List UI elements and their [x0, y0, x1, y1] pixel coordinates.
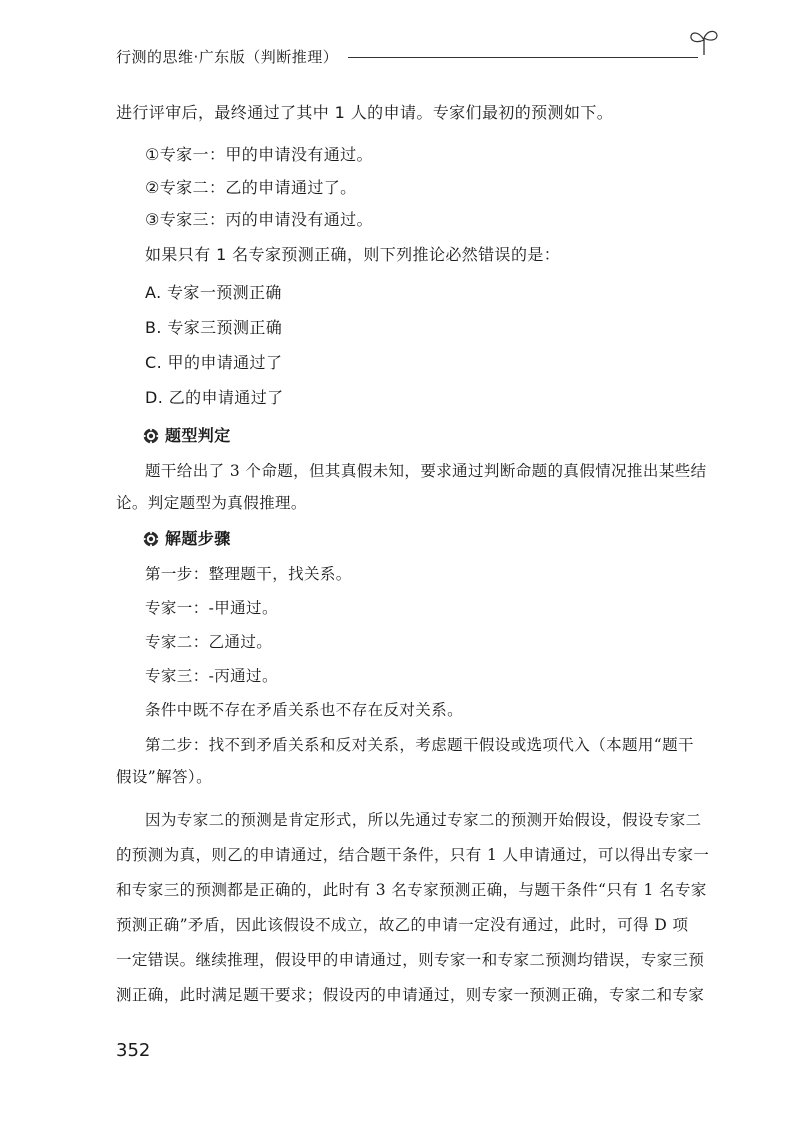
step-1: 第一步：整理题干，找关系。: [145, 565, 352, 583]
relation-note: 条件中既不存在矛盾关系也不存在反对关系。: [145, 701, 464, 719]
step-2-line-1: 第二步：找不到矛盾关系和反对关系，考虑题干假设或选项代入（本题用“题干: [145, 736, 694, 754]
step-2-line-2: 假设”解答）。: [116, 768, 212, 786]
sprout-icon: [688, 26, 720, 56]
type-line-1: 题干给出了 3 个命题，但其真假未知，要求通过判断命题的真假情况推出某些结: [145, 462, 707, 480]
analysis-line-1: 因为专家二的预测是肯定形式，所以先通过专家二的预测开始假设，假设专家二: [145, 811, 702, 829]
header-rule: [348, 57, 698, 58]
running-header: [116, 40, 716, 70]
option-c: C. 甲的申请通过了: [145, 353, 283, 372]
page-number: 352: [116, 1040, 151, 1061]
analysis-line-5: 一定错误。继续推理，假设甲的申请通过，则专家一和专家二预测均错误，专家三预: [116, 951, 705, 969]
heading-solution-steps-label: 解题步骤: [165, 529, 231, 548]
header-title: 行测的思维·广东版（判断推理）: [116, 48, 339, 66]
heading-solution-steps: [143, 529, 231, 549]
prediction-1: ①专家一：甲的申请没有通过。: [145, 145, 373, 164]
type-line-2: 论。判定题型为真假推理。: [116, 494, 307, 512]
flower-bullet-icon: [143, 428, 159, 444]
prediction-2: ②专家二：乙的申请通过了。: [145, 178, 357, 197]
flower-bullet-icon: [143, 531, 159, 547]
relation-2: 专家二：乙通过。: [145, 633, 273, 651]
option-b: B. 专家三预测正确: [145, 318, 283, 337]
question-stem: 如果只有 1 名专家预测正确，则下列推论必然错误的是：: [145, 245, 561, 264]
question-intro: 进行评审后，最终通过了其中 1 人的申请。专家们最初的预测如下。: [116, 103, 614, 122]
analysis-line-6: 测正确，此时满足题干要求；假设丙的申请通过，则专家一预测正确，专家二和专家: [116, 986, 705, 1004]
option-a: A. 专家一预测正确: [145, 283, 282, 302]
heading-question-type-label: 题型判定: [165, 426, 231, 445]
prediction-3: ③专家三：丙的申请没有通过。: [145, 210, 373, 229]
analysis-line-3: 和专家三的预测都是正确的，此时有 3 名专家预测正确，与题干条件“只有 1 名专家: [116, 881, 707, 899]
relation-3: 专家三：-丙通过。: [145, 667, 278, 685]
analysis-line-2: 的预测为真，则乙的申请通过，结合题干条件，只有 1 人申请通过，可以得出专家一: [116, 846, 710, 864]
relation-1: 专家一：-甲通过。: [145, 599, 278, 617]
heading-question-type: [143, 426, 231, 446]
option-d: D. 乙的申请通过了: [145, 388, 284, 407]
analysis-line-4: 预测正确”矛盾，因此该假设不成立，故乙的申请一定没有通过，此时，可得 D 项: [116, 916, 689, 934]
